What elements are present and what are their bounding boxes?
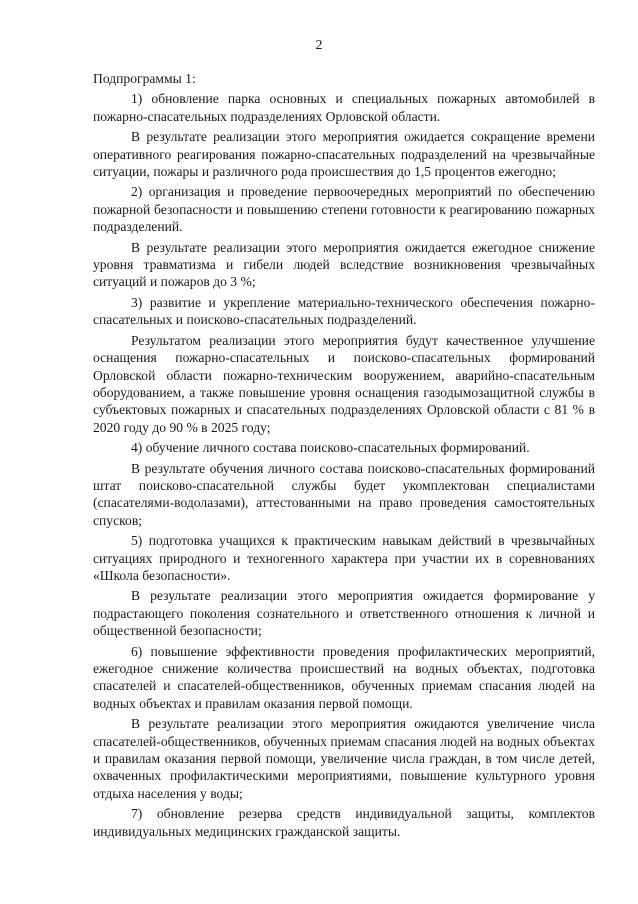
paragraph-item-2: 2) организация и проведение первоочередных мероприятий по обеспечению пожарной безопасности и повышению степени готовности к реагированию пожарных подразделений. (93, 184, 595, 235)
document-body (93, 70, 595, 843)
paragraph-item-4: 4) обучение личного состава поисково-спасательных формирований. (131, 440, 530, 456)
paragraph-item-5: 5) подготовка учащихся к практическим навыкам действий в чрезвычайных ситуациях природного и техногенного характера при участии их в соревнованиях «Школа безопасности». (93, 533, 595, 583)
paragraph-result-4: В результате обучения личного состава поисково-спасательных формирований штат поисково-спасательной службы будет укомплектован специалистами (спасателями-водолазами), аттестованными на право проведения самостоятельных спусков; (93, 460, 595, 528)
paragraph-result-2: В результате реализации этого мероприятия ожидается ежегодное снижение уровня травматизма и гибели людей вследствие возникновения чрезвычайных ситуаций и пожаров до 3 %; (93, 239, 595, 290)
paragraph-result-5: В результате реализации этого мероприятия ожидается формирование у подрастающего поколения сознательного и ответственного отношения к личной и общественной безопасности; (93, 588, 595, 639)
page-number: 2 (315, 38, 323, 53)
paragraph-result-1: В результате реализации этого мероприятия ожидается сокращение времени оперативного реагирования пожарно-спасательных подразделений на чрезвычайные ситуации, пожары и различного рода происшествия до 1,5 процентов ежегодно; (93, 129, 595, 180)
paragraph-item-1: 1) обновление парка основных и специальных пожарных автомобилей в пожарно-спасательных подразделениях Орловской области. (93, 91, 595, 124)
paragraph-item-7: 7) обновление резерва средств индивидуальной защиты, комплектов индивидуальных медицинских гражданской защиты. (93, 806, 595, 839)
paragraph-result-3: Результатом реализации этого мероприятия будут качественное улучшение оснащения пожарно-спасательных и поисково-спасательных формирований Орловской области пожарно-техническим вооружением, аварийно-спасательным оборудованием, а также повышение уровня оснащения газодымозащитной службы в субъектовых пожарных и спасательных подразделениях Орловской области с 81 % в 2020 году до 90 % в 2025 году; (93, 332, 595, 435)
paragraph-result-6: В результате реализации этого мероприятия ожидаются увеличение числа спасателей-общественников, обученных приемам спасания людей на водных объектах и правилам оказания первой помощи, увеличение числа граждан, в том числе детей, охваченных профилактическими мероприятиями, повышение культурного уровня отдыха населения у воды; (93, 716, 595, 801)
paragraph-item-6: 6) повышение эффективности проведения профилактических мероприятий, ежегодное снижение количества происшествий на водных объектах, подготовка спасателей и спасателей-общественников, обученных приемам спасания людей на водных объектах и правилам оказания первой помощи. (93, 643, 595, 711)
paragraph-item-3: 3) развитие и укрепление материально-технического обеспечения пожарно-спасательных и поисково-спасательных подразделений. (93, 294, 595, 328)
section-heading: Подпрограммы 1: (93, 71, 196, 86)
